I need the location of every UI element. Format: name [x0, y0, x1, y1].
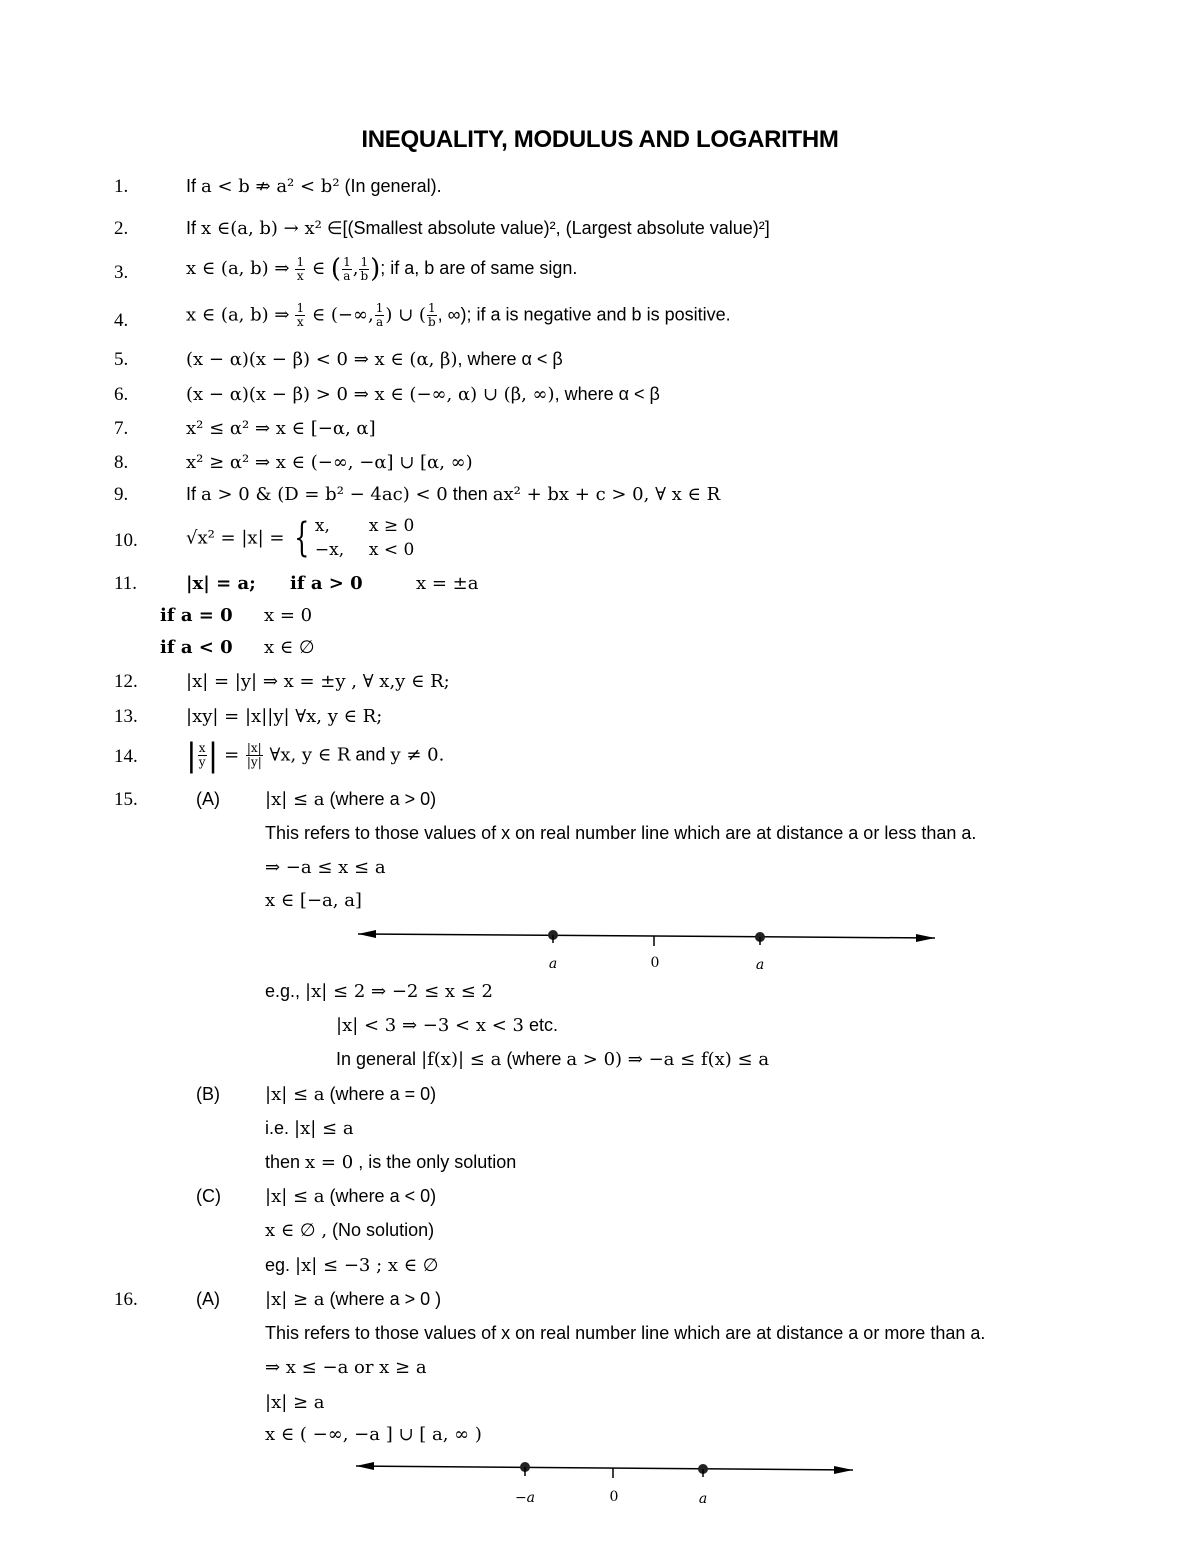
- fraction: $\frac{x}{y}$: [198, 740, 206, 769]
- piecewise: x, x ≥ 0 −x, x < 0: [314, 516, 415, 560]
- number-line: [350, 1454, 870, 1510]
- fraction: $\frac{1}{b}$: [360, 254, 369, 283]
- brace: {: [294, 515, 310, 561]
- tick-label-zero: 0: [609, 1489, 619, 1505]
- page-title: INEQUALITY, MODULUS AND LOGARITHM: [361, 126, 839, 153]
- item-number: 1.: [114, 176, 129, 197]
- item-number: 16.: [114, 1289, 138, 1310]
- fraction: $\frac{1}{x}$: [296, 254, 305, 283]
- fraction: $\frac{1}{x}$: [296, 301, 305, 329]
- tick-label-left: −a: [514, 1490, 536, 1506]
- item-number: 4.: [114, 310, 129, 331]
- item-number: 10.: [114, 530, 138, 551]
- fraction: $\frac{1}{a}$: [375, 301, 384, 329]
- item-number: 6.: [114, 384, 129, 405]
- item-number: 2.: [114, 218, 129, 239]
- number-line-axis: [358, 934, 935, 938]
- item-number: 3.: [114, 262, 129, 283]
- item-number: 7.: [114, 418, 129, 439]
- fraction: $\frac{|x|}{|y|}$: [246, 740, 262, 769]
- item-number: 15.: [114, 789, 138, 810]
- tick-label-left: a: [548, 956, 558, 972]
- item-number: 5.: [114, 349, 129, 370]
- page: INEQUALITY, MODULUS AND LOGARITHM 1. If a < b ⇏ a² < b² (In general). 2. If x ∈(a, b) → x² ∈[(Smallest absolute value)², (Largest absolute value)²] 3. x ∈ (a, b) ⇒ $\frac{1}{x}$ ∈ ( $\frac{1}{a}$ , $\frac{1}{b}$ ); if a, b are of same sign. 4. x ∈ (a, b) ⇒ $\frac{1}{x}$ ∈ (−∞, $\frac{1}{a}$ ) ∪ ( $\frac{1}{b}$ , ∞); if a is negative and b is positive. 5. (x − α)(x − β) < 0 ⇒ x ∈ (α, β), where α < β 6. (x − α)(x − β) > 0 ⇒ x ∈ (−∞, α) ∪ (β, ∞), where α < β 7. x² ≤ α² ⇒ x ∈ [−α, α] 8. x² ≥ α² ⇒ x ∈ (−∞, −α] ∪ [α, ∞) 9. If a > 0 & (D = b² − 4ac) < 0 then ax² + bx + c > 0, ∀ x ∈ R 10. √x² = |x| = { x, x ≥ 0 −x, x < 0 11. |x| = a; if a > 0 x = ±a if a = 0 x = 0 if a < 0 x ∈ ∅ 12. |x| = |y| ⇒ x = ±y , ∀ x,y ∈ R; 13. |xy| = |x||y| ∀x, y ∈ R; 14. | $\frac{x}{y}$ | = $\frac{|x|}{|y|}$ ∀x, y ∈ R and y ≠ 0. 15. (A) |x| ≤ a (where a > 0) This refers to those values of x on real number line which are at distance a or less than a. ⇒ −a ≤ x ≤ a x ∈ [−a, a] a 0 a e.g., |x| ≤ 2 ⇒ −2 ≤ x ≤ 2 |x| < 3 ⇒ −3 < x < 3 etc. In general |f(x)| ≤ a (where a > 0) ⇒ −a ≤ f(x) ≤ a (B) |x| ≤ a (where a = 0) i.e. |x| ≤ a then x = 0 , is the only solution (C) |x| ≤ a (where a < 0) x ∈ ∅ , (No solution) eg. |x| ≤ −3 ; x ∈ ∅ 16. (A) |x| ≥ a (where a > 0 ) This refers to those values of x on real number line which are at distance a or more than a. ⇒ x ≤ −a or x ≥ a |x| ≥ a x ∈ ( −∞, −a ] ∪ [ a, ∞ ) −a 0 a: [0, 0, 1200, 1553]
- item-number: 9.: [114, 484, 129, 505]
- arrow-right-icon: [916, 934, 935, 942]
- item-number: 12.: [114, 671, 138, 692]
- fraction: $\frac{1}{a}$: [343, 254, 351, 283]
- tick-label-zero: 0: [650, 955, 660, 971]
- item-number: 13.: [114, 706, 138, 727]
- arrow-left-icon: [356, 1462, 374, 1470]
- fraction: $\frac{1}{b}$: [427, 301, 436, 329]
- number-line-axis: [356, 1466, 853, 1470]
- item-number: 14.: [114, 746, 138, 767]
- number-line: [350, 922, 950, 974]
- item-number: 8.: [114, 452, 129, 473]
- item-number: 11.: [114, 573, 138, 594]
- arrow-left-icon: [358, 930, 376, 938]
- tick-label-right: a: [755, 957, 765, 973]
- tick-label-right: a: [698, 1491, 708, 1507]
- arrow-right-icon: [834, 1466, 853, 1474]
